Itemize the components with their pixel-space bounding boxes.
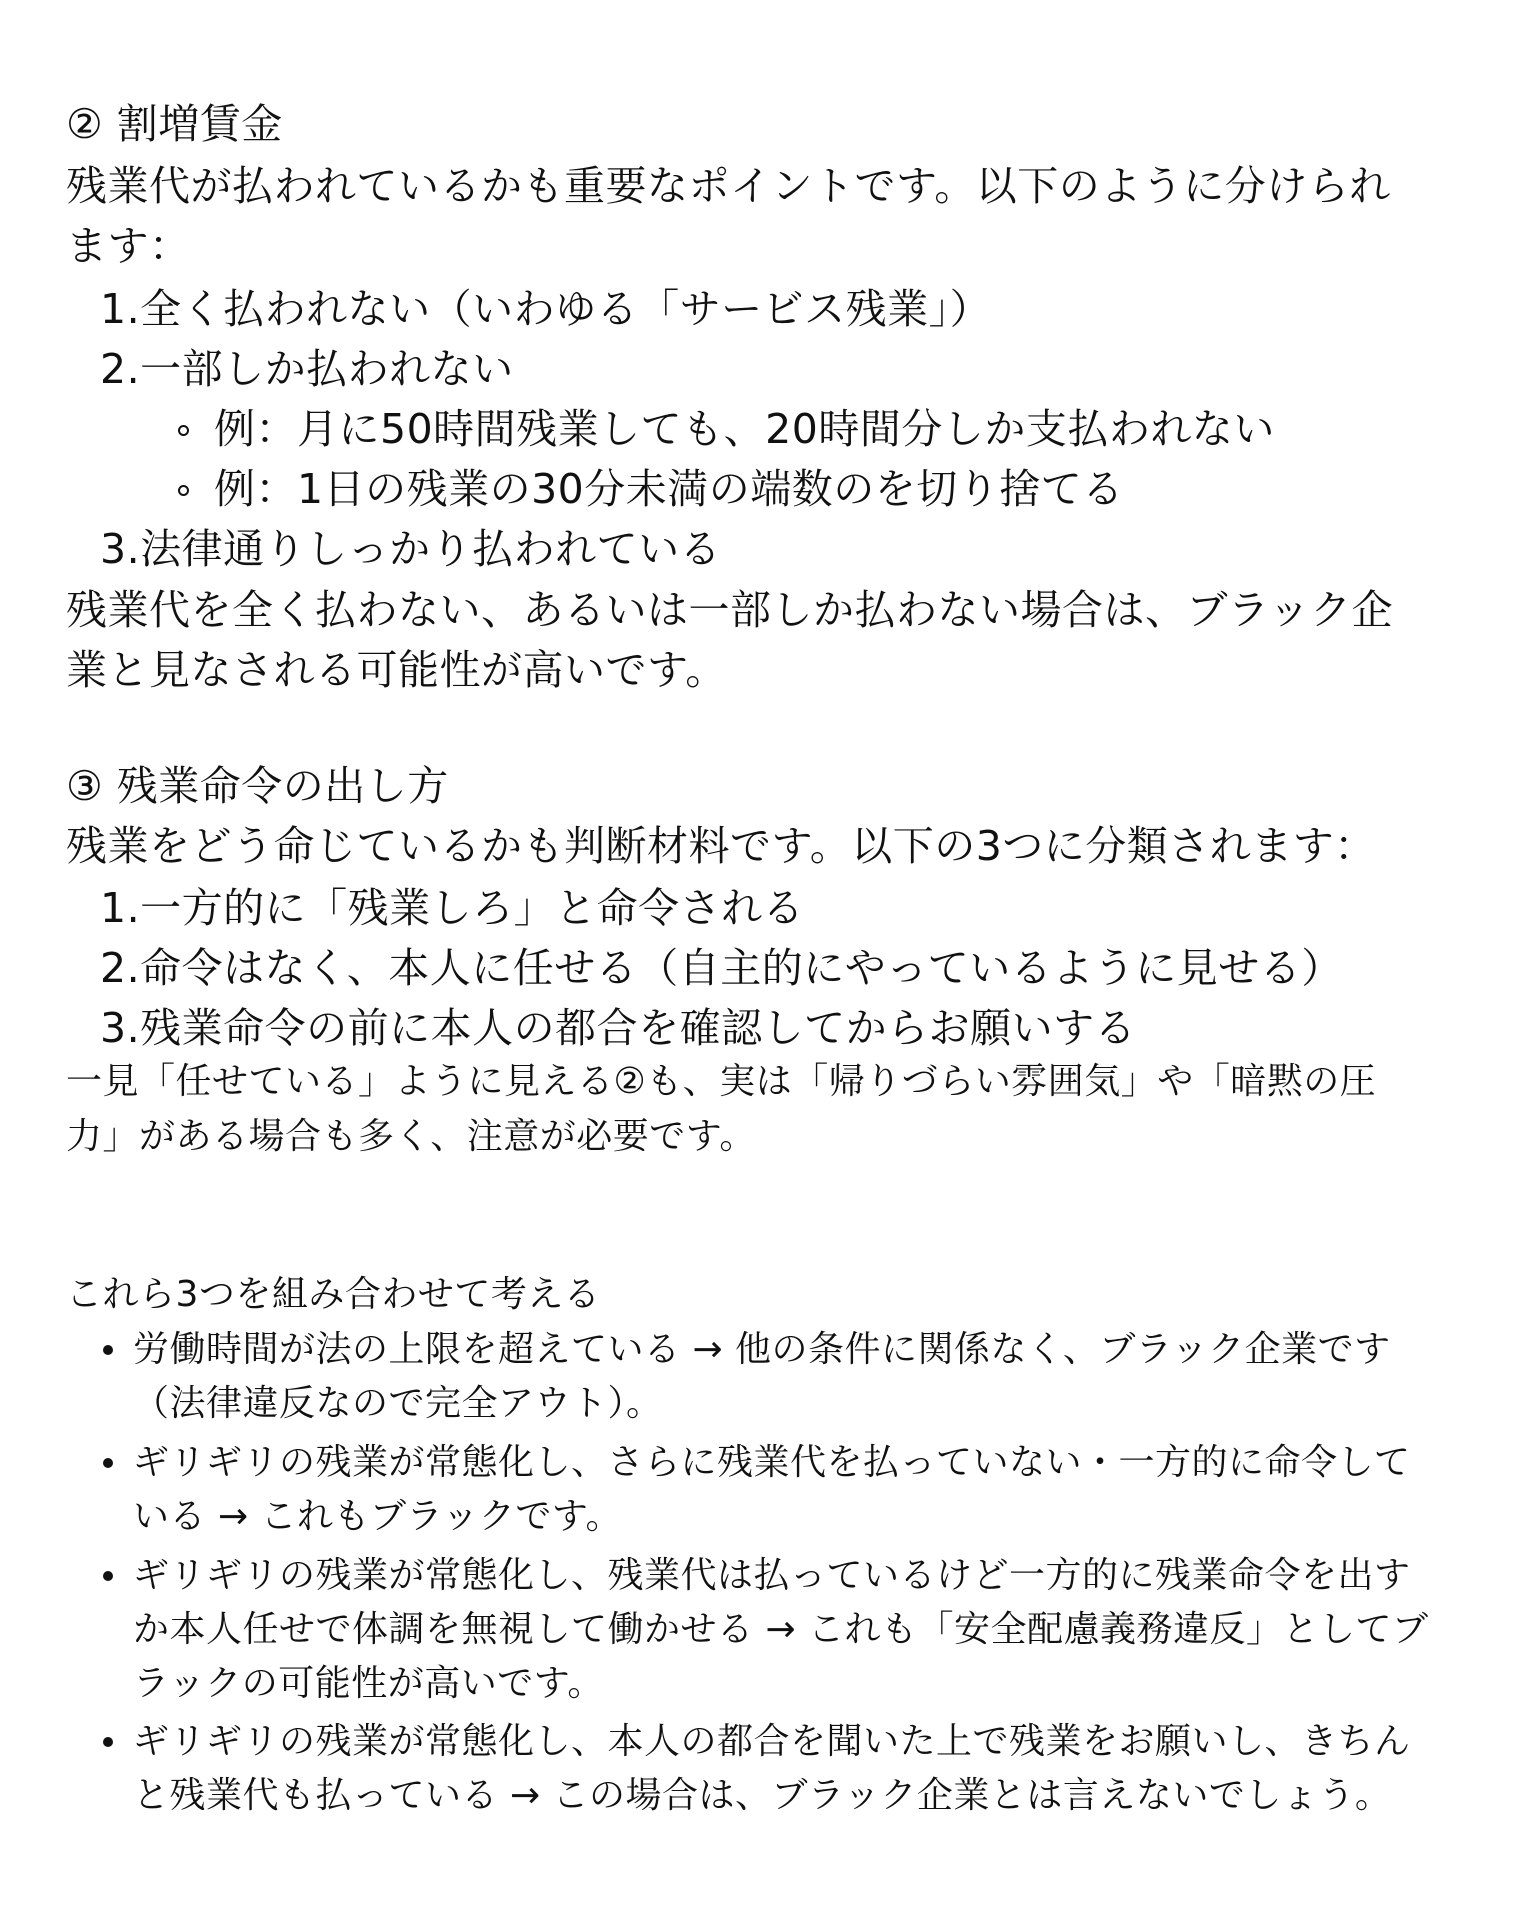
section2-heading: ② 割増賃金 bbox=[66, 100, 283, 148]
summary-bullet-1-line1: 労働時間が法の上限を超えている → 他の条件に関係なく、ブラック企業です bbox=[133, 1329, 1391, 1370]
summary-bullet-1-line2: （法律違反なので完全アウト）。 bbox=[133, 1383, 663, 1424]
bullet-dot-icon bbox=[103, 1345, 113, 1355]
bullet-dot-icon bbox=[103, 1737, 113, 1747]
section2-subitem-2: 例：1日の残業の30分未満の端数のを切り捨てる bbox=[214, 465, 1124, 513]
section2-note-line1: 残業代を全く払わない、あるいは一部しか払わない場合は、ブラック企 bbox=[66, 586, 1394, 634]
section2-subitem-1: 例：月に50時間残業しても、20時間分しか支払われない bbox=[214, 405, 1275, 453]
section3-note-line1: 一見「任せている」ように見える②も、実は「帰りづらい雰囲気」や「暗黙の圧 bbox=[66, 1061, 1377, 1102]
summary-bullet-2-line1: ギリギリの残業が常態化し、さらに残業代を払っていない・一方的に命令して bbox=[133, 1442, 1411, 1483]
section2-intro-line1: 残業代が払われているかも重要なポイントです。以下のように分けられ bbox=[66, 162, 1391, 210]
summary-bullet-3-line1: ギリギリの残業が常態化し、残業代は払っているけど一方的に残業命令を出す bbox=[133, 1555, 1411, 1596]
section2-item-2: 2.一部しか払われない bbox=[100, 345, 514, 393]
summary-bullet-4-line2: と残業代も払っている → この場合は、ブラック企業とは言えないでしょう。 bbox=[133, 1775, 1392, 1816]
summary-bullet-3-line2: か本人任せで体調を無視して働かせる → これも「安全配慮義務違反」としてブ bbox=[133, 1609, 1429, 1650]
section3-item-2: 2.命令はなく、本人に任せる（自主的にやっているように見せる） bbox=[100, 944, 1343, 992]
summary-bullet-4-line1: ギリギリの残業が常態化し、本人の都合を聞いた上で残業をお願いし、きちん bbox=[133, 1721, 1411, 1762]
bullet-dot-icon bbox=[103, 1571, 113, 1581]
section2-item-1: 1.全く払われない（いわゆる「サービス残業」） bbox=[100, 285, 992, 333]
bullet-dot-icon bbox=[103, 1458, 113, 1468]
section2-intro-line2: ます： bbox=[66, 222, 191, 270]
section3-note-line2: 力」がある場合も多く、注意が必要です。 bbox=[66, 1116, 756, 1157]
circle-bullet-icon bbox=[178, 425, 189, 436]
section3-intro: 残業をどう命じているかも判断材料です。以下の3つに分類されます： bbox=[66, 822, 1376, 870]
circle-bullet-icon bbox=[178, 485, 189, 496]
summary-bullet-2-line2: いる → これもブラックです。 bbox=[133, 1496, 622, 1537]
summary-bullet-3-line3: ラックの可能性が高いです。 bbox=[133, 1663, 604, 1704]
summary-heading: これら3つを組み合わせて考える bbox=[66, 1274, 601, 1315]
section3-item-3: 3.残業命令の前に本人の都合を確認してからお願いする bbox=[100, 1004, 1137, 1052]
section3-item-1: 1.一方的に「残業しろ」と命令される bbox=[100, 884, 805, 932]
section2-note-line2: 業と見なされる可能性が高いです。 bbox=[66, 646, 727, 694]
section2-item-3: 3.法律通りしっかり払われている bbox=[100, 525, 722, 573]
section3-heading: ③ 残業命令の出し方 bbox=[66, 762, 449, 810]
